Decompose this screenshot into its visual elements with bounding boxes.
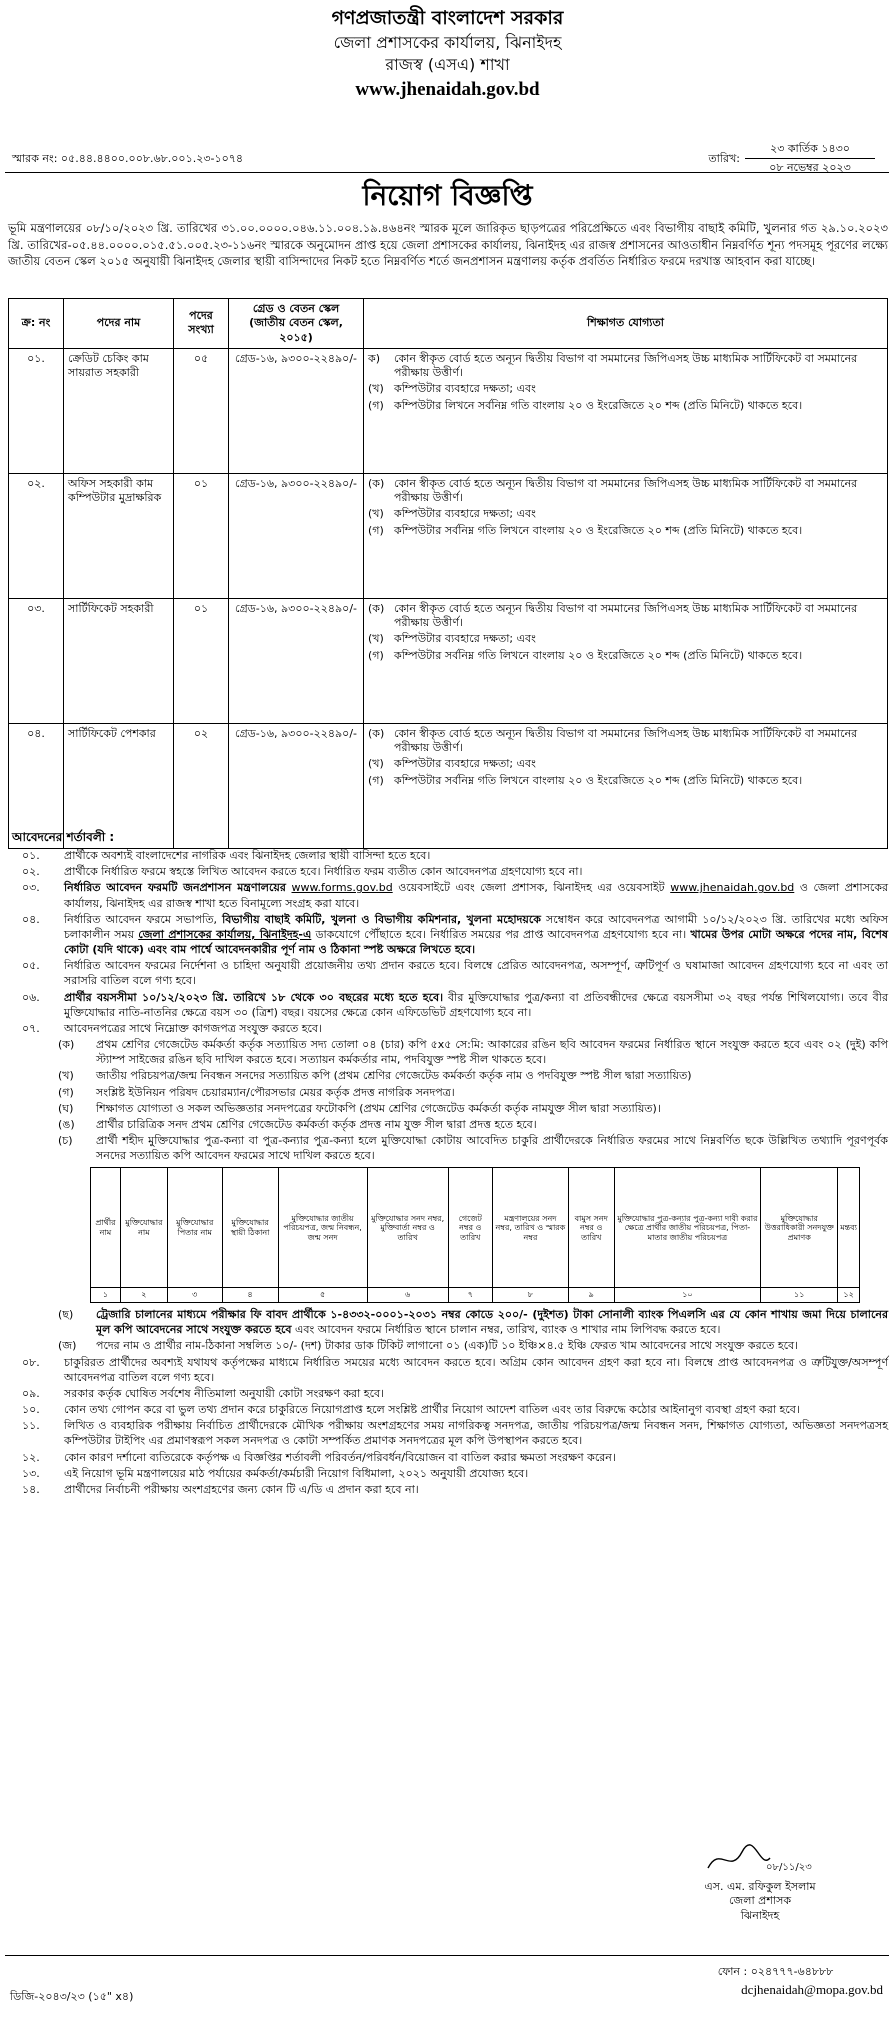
signature (650, 1840, 870, 1880)
email-link[interactable]: dcjhenaidah@mopa.gov.bd (741, 1982, 883, 1998)
signature-scribble (700, 1840, 820, 1880)
header (0, 6, 895, 103)
list-item: ১৪. প্রার্থীদের নির্বাচনী পরীক্ষায় অংশগ্রহণের জন্য কোন টি এ/ডি এ প্রদান করা হবে না। (22, 1482, 419, 1496)
sub-item: (ঙ) প্রার্থীর চারিত্রিক সনদ প্রথম শ্রেণির গেজেটেড কর্মকর্তা কর্তৃক প্রদত্ত নাম যুক্ত সীল দ্বারা প্রদত্ত হতে হবে। (58, 1117, 537, 1131)
conditions-list (8, 848, 888, 1498)
freedom-fighter-table (90, 1167, 860, 1303)
cell-qualification: (ক) কোন স্বীকৃত বোর্ড হতে অন্যূন দ্বিতীয় বিভাগ বা সমমানের জিপিএসহ উচ্চ মাধ্যমিক সার্টিফিকেট বা সমমানের পরীক্ষায় উত্তীর্ণ। (খ) কম্পিউটার ব্যবহারে দক্ষতা; এবং (গ) কম্পিউটার সর্বনিম্ন গতি লিখনে বাংলায় ২০ ও ইংরেজিতে ২০ শব্দ (প্রতি মিনিটে) থাকতে হবে। (364, 723, 888, 848)
list-item: ১৩. এই নিয়োগ ভূমি মন্ত্রণালয়ের মাঠ পর্যায়ের কর্মকর্তা/কর্মচারী নিয়োগ বিধিমালা, ২০২১ অনুযায়ী প্রযোজ্য হবে। (22, 1466, 529, 1480)
cell-post: ক্রেডিট চেকিং কাম সায়রাত সহকারী (64, 348, 174, 473)
forms-link[interactable]: www.forms.gov.bd (291, 881, 393, 895)
cell-grade: গ্রেড-১৬, ৯৩০০-২২৪৯০/- (229, 723, 364, 848)
memo-number: স্মারক নং: ০৫.৪৪.৪৪০০.০০৮.৬৮.০০১.২৩-১০৭৪ (12, 152, 244, 165)
cell-qualification: ক) কোন স্বীকৃত বোর্ড হতে অন্যূন দ্বিতীয় বিভাগ বা সমমানের জিপিএসহ উচ্চ মাধ্যমিক সার্টিফিকেট বা সমমানের পরীক্ষায় উত্তীর্ণ। (খ) কম্পিউটার ব্যবহারে দক্ষতা; এবং (গ) কম্পিউটার লিখনে সর্বনিম্ন গতি বাংলায় ২০ ও ইংরেজিতে ২০ শব্দ (প্রতি মিনিটে) থাকতে হবে। (364, 348, 888, 473)
cell-sl: ০২. (9, 473, 64, 598)
cell-qualification: (ক) কোন স্বীকৃত বোর্ড হতে অন্যূন দ্বিতীয় বিভাগ বা সমমানের জিপিএসহ উচ্চ মাধ্যমিক সার্টিফিকেট বা সমমানের পরীক্ষায় উত্তীর্ণ। (খ) কম্পিউটার ব্যবহারে দক্ষতা; এবং (গ) কম্পিউটার সর্বনিম্ন গতি লিখনে বাংলায় ২০ ও ইংরেজিতে ২০ শব্দ (প্রতি মিনিটে) থাকতে হবে। (364, 598, 888, 723)
list-item: ০১. প্রার্থীকে অবশ্যই বাংলাদেশের নাগরিক এবং ঝিনাইদহ জেলার স্থায়ী বাসিন্দা হতে হবে। (22, 849, 431, 862)
cell-count: ০৫ (174, 348, 229, 473)
list-item: ০৭. আবেদনপত্রের সাথে নিম্নোক্ত কাগজপত্র সংযুক্ত করতে হবে। (22, 1021, 322, 1035)
col-post: পদের নাম (64, 299, 174, 349)
cell-grade: গ্রেড-১৬, ৯৩০০-২২৪৯০/- (229, 473, 364, 598)
website-link[interactable]: www.jhenaidah.gov.bd (355, 79, 540, 101)
date-label: তারিখ: (708, 152, 740, 165)
signature-date: ০৮/১১/২৩ (766, 1862, 812, 1873)
office-name: জেলা প্রশাসকের কার্যালয়, ঝিনাইদহ (333, 32, 562, 52)
list-item: ১০. কোন তথ্য গোপন করে বা ভুল তথ্য প্রদান করে চাকুরিতে নিয়োগপ্রাপ্ত হলে সংশ্লিষ্ট প্রার্থীর নিয়োগ আদেশ বাতিল এবং তার বিরুদ্ধে কঠোর আইনানুগ ব্যবস্থা গ্রহণ করা হবে। (22, 1403, 800, 1417)
list-item: ০৩. নির্ধারিত আবেদন ফরমটি জনপ্রশাসন মন্ত্রণালয়ের www.forms.gov.bd ওয়েবসাইটে এবং জেলা প্রশাসক, ঝিনাইদহ এর ওয়েবসাইট www.jhenaidah.gov.bd ও জেলা প্রশাসকের কার্যালয়, ঝিনাইদহ এর রাজস্ব শাখা হতে বিনামূল্যে সংগ্রহ করা যাবে। (22, 881, 889, 910)
signatory-place: ঝিনাইদহ (740, 1908, 780, 1922)
signatory-designation: জেলা প্রশাসক (728, 1894, 792, 1908)
page-title: নিয়োগ বিজ্ঞপ্তি (362, 179, 533, 212)
table-header-row (9, 299, 888, 349)
sub-item: (ক) প্রথম শ্রেণির গেজেটেড কর্মকর্তা কর্তৃক সত্যায়িত সদ্য তোলা ০৪ (চার) কপি ৫x৫ সে:মি: আকারের রঙিন ছবি আবেদন ফরমের নির্ধারিত স্থানে সংযুক্ত করতে হবে এবং ০২ (দুই) কপি স্ট্যাম্প সাইজের রঙিন ছবি দাখিল করতে হবে। সত্যায়ন কর্মকর্তার নাম, পদবিযুক্ত স্পষ্ট সীল থাকতে হবে। (58, 1038, 888, 1067)
table-row (9, 473, 888, 598)
cell-post: সার্টিফিকেট সহকারী (64, 598, 174, 723)
signatory-name: এস. এম. রফিকুল ইসলাম (704, 1880, 816, 1893)
cell-sl: ০৩. (9, 598, 64, 723)
col-count: পদের সংখ্যা (174, 299, 229, 349)
date-english: ০৮ নভেম্বর ২০২৩ (745, 158, 875, 177)
cell-sl: ০৪. (9, 723, 64, 848)
posts-table (8, 298, 888, 849)
jhenaidah-link[interactable]: www.jhenaidah.gov.bd (670, 881, 795, 895)
col-sl: ক্র: নং (9, 299, 64, 349)
sub-item: (গ) সংশ্লিষ্ট ইউনিয়ন পরিষদ চেয়ারম্যান/পৌরসভার মেয়র কর্তৃক প্রদত্ত নাগরিক সনদপত্র। (58, 1085, 455, 1099)
list-item: ০৫. নির্ধারিত আবেদন ফরমের নির্দেশনা ও চাহিদা অনুযায়ী প্রয়োজনীয় তথ্য প্রদান করতে হবে। বিলম্বে প্রেরিত আবেদনপত্র, অসম্পূর্ণ, ত্রুটিপূর্ণ ও ঘষামাজা আবেদন গ্রহণযোগ্য হবে না এবং তা সরাসরি বাতিল বলে গণ্য হবে। (22, 959, 888, 988)
list-item: ১২. কোন কারণ দর্শানো ব্যতিরেকে কর্তৃপক্ষ এ বিজ্ঞপ্তির শর্তাবলী পরিবর্তন/পরিবর্ধন/বিয়োজন বা বাতিল করার ক্ষমতা সংরক্ষণ করেন। (22, 1450, 616, 1464)
intro-paragraph: ভূমি মন্ত্রণালয়ের ০৮/১০/২০২৩ খ্রি. তারিখের ৩১.০০.০০০০.০৪৬.১১.০০৪.১৯.৪৬৪নং স্মারক মূলে জারিকৃত ছাড়পত্রের পরিপ্রেক্ষিতে এবং বিভাগীয় বাছাই কমিটি, খুলনার গত ২৯.১০.২০২৩ খ্রি. তারিখের-০৫.৪৪.০০০০.০১৫.৫১.০০৫.২৩-১১৬নং স্মারকে অনুমোদন প্রাপ্ত হয়ে জেলা প্রশাসকের কার্যালয়, ঝিনাইদহ এর রাজস্ব প্রশাসনের আওতাধীন নিম্নবর্ণিত শূন্য পদসমূহ পূরণের লক্ষ্যে জাতীয় বেতন স্কেল ২০১৫ অনুযায়ী ঝিনাইদহ জেলার স্থায়ী বাসিন্দাদের নিকট হতে নিম্নবর্ণিত শর্তে জনপ্রশাসন মন্ত্রণালয় কর্তৃক প্রবর্তিত নির্ধারিত ফরমে দরখাস্ত আহবান করা যাচ্ছে। (8, 221, 888, 269)
list-item: ০২. প্রার্থীকে নির্ধারিত ফরমে স্বহস্তে লিখিত আবেদন করতে হবে। নির্ধারিত ফরম ব্যতীত কোন আবেদনপত্র গ্রহণযোগ্য হবে না। (22, 865, 583, 879)
date-bangla: ২৩ কার্তিক ১৪৩০ (770, 142, 850, 155)
signature-block (650, 1840, 870, 1923)
cell-sl: ০১. (9, 348, 64, 473)
cell-grade: গ্রেড-১৬, ৯৩০০-২২৪৯০/- (229, 598, 364, 723)
phone-number: ফোন : ০২৪৭৭৭-৬৪৮৮৮ (717, 1965, 834, 1978)
divider (5, 172, 889, 173)
sub-item: (খ) জাতীয় পরিচয়পত্র/জন্ম নিবন্ধন সনদের সত্যায়িত কপি (প্রথম শ্রেণির গেজেটেড কর্মকর্তা কর্তৃক নাম ও পদবিযুক্ত স্পষ্ট সীল দ্বারা সত্যায়িত) (58, 1069, 692, 1083)
sub-item: (জ) পদের নাম ও প্রার্থীর নাম-ঠিকানা সম্বলিত ১০/- (দশ) টাকার ডাক টিকিট লাগানো ০১ (এক)টি ১০ ইঞ্চি×৪.৫ ইঞ্চি ফেরত খাম আবেদনের সাথে সংযুক্ত করতে হবে। (58, 1339, 799, 1353)
table-row: ১ ২ ৩ ৪ ৫ ৬ ৭ ৮ ৯ ১০ ১১ ১২ (91, 1288, 860, 1303)
cell-post: সার্টিফিকেট পেশকার (64, 723, 174, 848)
list-item: ০৯. সরকার কর্তৃক ঘোষিত সর্বশেষ নীতিমালা অনুযায়ী কোটা সংরক্ষণ করা হবে। (22, 1386, 385, 1400)
cell-grade: গ্রেড-১৬, ৯৩০০-২২৪৯০/- (229, 348, 364, 473)
cell-qualification: (ক) কোন স্বীকৃত বোর্ড হতে অন্যূন দ্বিতীয় বিভাগ বা সমমানের জিপিএসহ উচ্চ মাধ্যমিক সার্টিফিকেট বা সমমানের পরীক্ষায় উত্তীর্ণ। (খ) কম্পিউটার ব্যবহারে দক্ষতা; এবং (গ) কম্পিউটার সর্বনিম্ন গতি লিখনে বাংলায় ২০ ও ইংরেজিতে ২০ শব্দ (প্রতি মিনিটে) থাকতে হবে। (364, 473, 888, 598)
cell-count: ০১ (174, 473, 229, 598)
cell-count: ০২ (174, 723, 229, 848)
cell-count: ০১ (174, 598, 229, 723)
divider (5, 1955, 889, 1956)
list-item: ০৮. চাকুরিরত প্রার্থীদের অবশ্যই যথাযথ কর্তৃপক্ষের মাধ্যমে নির্ধারিত সময়ের মধ্যে আবেদন করতে হবে। অগ্রিম কোন আবেদন গ্রহণ করা হবে না। বিলম্বে প্রাপ্ত আবেদনপত্র ও ত্রুটিযুক্ত/অসম্পূর্ণ আবেদনপত্র বাতিল বলে গণ্য হবে। (22, 1355, 888, 1384)
col-grade: গ্রেড ও বেতন স্কেল (জাতীয় বেতন স্কেল, ২০১৫) (229, 299, 364, 349)
table-row (9, 723, 888, 848)
sub-item: (চ) প্রার্থী শহীদ মুক্তিযোদ্ধার পুত্র-কন্যা বা পুত্র-কন্যার পুত্র-কন্যা হলে মুক্তিযোদ্ধা কোটায় আবেদিত চাকুরি প্রার্থীদেরকে নির্ধারিত ফরমের সাথে নিম্নবর্ণিত ছকে উল্লিখিত তথ্যাদি পূরণপূর্বক সনদের সত্যায়িত কপি আবেদন ফরমের সাথে দাখিল করতে হবে। (58, 1134, 888, 1163)
table-row (9, 348, 888, 473)
table-row (9, 598, 888, 723)
gov-title: গণপ্রজাতন্ত্রী বাংলাদেশ সরকার (331, 7, 564, 29)
sub-item: (ঘ) শিক্ষাগত যোগ্যতা ও সকল অভিজ্ঞতার সনদপত্রের ফটোকপি (প্রথম শ্রেণির গেজেটেড কর্মকর্তা কর্তৃক নামযুক্ত সীল দ্বারা সত্যায়িত)। (58, 1101, 661, 1115)
contact-block (668, 1965, 883, 1999)
cell-post: অফিস সহকারী কাম কম্পিউটার মুদ্রাক্ষরিক (64, 473, 174, 598)
table-header-row: প্রার্থীর নাম মুক্তিযোদ্ধার নাম মুক্তিযোদ্ধার পিতার নাম মুক্তিযোদ্ধার স্থায়ী ঠিকানা মুক্তিযোদ্ধার জাতীয় পরিচয়পত্র, জন্ম নিবন্ধন, জন্ম সনদ মুক্তিযোদ্ধার সনদ নম্বর, মুক্তিবার্তা নম্বর ও তারিখ গেজেট নম্বর ও তারিখ মন্ত্রণালয়ের সনদ নম্বর, তারিখ ও স্মারক নম্বর বামুস সনদ নম্বর ও তারিখ মুক্তিযোদ্ধার পুত্র-কন্যার পুত্র-কন্যা দাবী করার ক্ষেত্রে প্রার্থীর জাতীয় পরিচয়পত্র, পিতা-মাতার জাতীয় পরিচয়পত্র মুক্তিযোদ্ধার উত্তরাধিকারী সনদযুক্ত প্রমাণক মন্তব্য (91, 1168, 860, 1288)
list-item: ০৪. নির্ধারিত আবেদন ফরমে সভাপতি, বিভাগীয় বাছাই কমিটি, খুলনা ও বিভাগীয় কমিশনার, খুলনা মহোদয়কে সম্বোধন করে আবেদনপত্র আগামী ১০/১২/২০২৩ খ্রি. তারিখের মধ্যে অফিস চলাকালীন সময় জেলা প্রশাসকের কার্যালয়, ঝিনাইদহ-এ ডাকযোগে পৌঁছাতে হবে। নির্ধারিত সময়ের পর প্রাপ্ত আবেদনপত্র গ্রহণযোগ্য হবে না। খামের উপর মোটা অক্ষরে পদের নাম, বিশেষ কোটা (যদি থাকে) এবং বাম পার্শ্বে আবেদনকারীর পূর্ণ নাম ও ঠিকানা স্পষ্ট অক্ষরে লিখতে হবে। (22, 912, 889, 957)
conditions-title: আবেদনের শর্তাবলী : (12, 830, 115, 844)
sub-item: (ছ) ট্রেজারি চালানের মাধ্যমে পরীক্ষার ফি বাবদ প্রার্থীকে ১-৪৩৩২-০০০১-২০৩১ নম্বর কোডে ২০০/- (দুইশত) টাকা সোনালী ব্যাংক পিএলসি এর যে কোন শাখায় জমা দিয়ে চালানের মূল কপি আবেদনের সাথে সংযুক্ত করতে হবে এবং আবেদন ফরমে নির্ধারিত স্থানে চালান নম্বর, তারিখ, ব্যাংক ও শাখার নাম লিপিবদ্ধ করতে হবে। (58, 1308, 888, 1337)
col-qualification: শিক্ষাগত যোগ্যতা (364, 299, 888, 349)
list-item: ০৬. প্রার্থীর বয়সসীমা ১০/১২/২০২৩ খ্রি. তারিখে ১৮ থেকে ৩০ বছরের মধ্যে হতে হবে। বীর মুক্তিযোদ্ধার পুত্র/কন্যা বা প্রতিবন্ধীদের ক্ষেত্রে বয়সসীমা ৩২ বছর পর্যন্ত শিথিলযোগ্য। তবে বীর মুক্তিযোদ্ধার নাতি-নাতনির ক্ষেত্রে বয়স ৩০ (ত্রিশ) বছর। বয়সের ক্ষেত্রে কোন এফিডেভিট গ্রহণযোগ্য হবে না। (22, 990, 888, 1019)
print-code: ডিজি-২০৪৩/২৩ (১৫" x৪) (10, 1990, 134, 2003)
list-item: ১১. লিখিত ও ব্যবহারিক পরীক্ষায় নির্বাচিত প্রার্থীদেরকে মৌখিক পরীক্ষায় অংশগ্রহণের সময় নাগরিকত্ব সনদপত্র, জাতীয় পরিচয়পত্র/জন্ম নিবন্ধন সনদ, শিক্ষাগত যোগ্যতা, অভিজ্ঞতা সনদপত্রসহ কম্পিউটার টাইপিং এর প্রমাণস্বরূপ সকল সনদপত্র ও কোটা সম্পর্কিত প্রমাণক সনদপত্রের মূল কপি উপস্থাপন করতে হবে। (22, 1419, 888, 1448)
branch-name: রাজস্ব (এসএ) শাখা (385, 55, 510, 75)
